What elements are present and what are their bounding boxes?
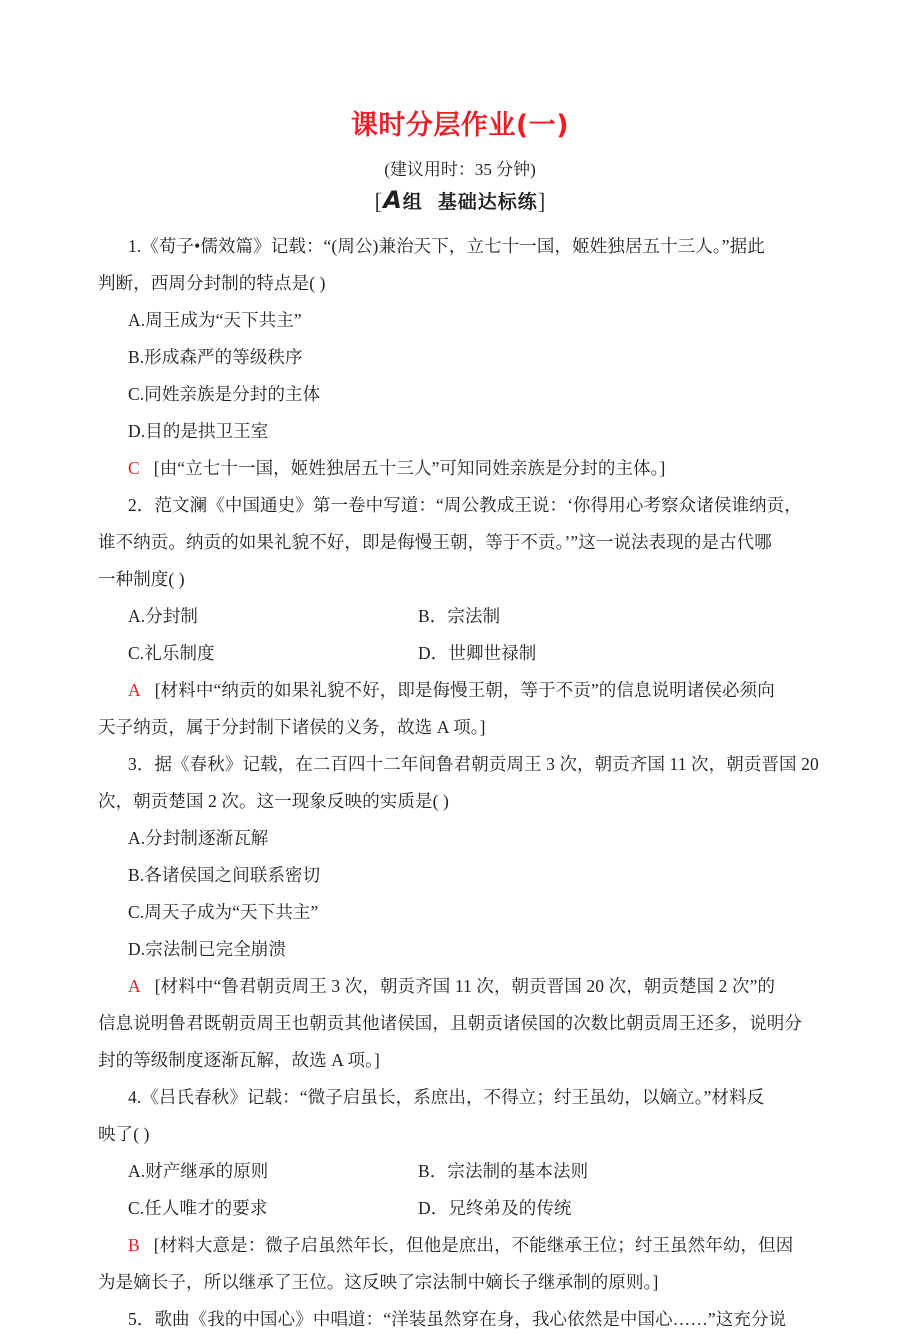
question-2-answer-explanation-line-2: 天子纳贡，属于分封制下诸侯的义务，故选 A 项。]	[98, 717, 486, 737]
question-1-option-b[interactable]: B.形成森严的等级秩序	[128, 347, 303, 367]
question-1-answer-letter: C	[128, 458, 140, 478]
question-3-option-a[interactable]: A.分封制逐渐瓦解	[128, 828, 269, 848]
question-3-option-b[interactable]: B.各诸侯国之间联系密切	[128, 865, 321, 885]
page-title: 课时分层作业(一)	[350, 110, 570, 141]
question-4-stem-line-1: 4.《吕氏春秋》记载：“微子启虽长，系庶出，不得立；纣王虽幼，以嫡立。”材料反	[128, 1087, 765, 1107]
question-3-answer	[98, 968, 798, 1005]
section-group-name: 基础达标练	[437, 191, 538, 213]
section-close-bracket: ]	[537, 189, 546, 214]
question-4-options-row-2	[98, 1190, 798, 1227]
question-3-answer-explanation-line-3: 封的等级制度逐渐瓦解，故选 A 项。]	[98, 1050, 380, 1070]
question-2-stem-line-3: 一种制度( )	[98, 569, 185, 589]
question-1-stem-line-1: 1.《荀子•儒效篇》记载：“(周公)兼治天下，立七十一国，姬姓独居五十三人。”据此	[128, 236, 765, 256]
question-2-answer-letter: A	[128, 680, 141, 700]
question-4-option-c[interactable]: C.任人唯才的要求	[128, 1198, 268, 1218]
section-group-letter: A	[383, 186, 402, 214]
question-5-stem-line-1: 5．歌曲《我的中国心》中唱道：“洋装虽然穿在身，我心依然是中国心……”这充分说	[128, 1309, 787, 1329]
section-open-bracket: [	[374, 189, 383, 214]
question-3-stem-line-1: 3．据《春秋》记载，在二百四十二年间鲁君朝贡周王 3 次，朝贡齐国 11 次，朝贡晋国 20	[128, 754, 819, 774]
question-2-answer-explanation-line-1: [材料中“纳贡的如果礼貌不好，即是侮慢王朝，等于不贡”的信息说明诸侯必须向	[154, 680, 775, 700]
question-2-option-b[interactable]: B．宗法制	[418, 606, 501, 626]
question-1-option-c[interactable]: C.同姓亲族是分封的主体	[128, 384, 321, 404]
question-2-option-a[interactable]: A.分封制	[128, 606, 199, 626]
question-4-option-b[interactable]: B．宗法制的基本法则	[418, 1161, 589, 1181]
question-4-stem-line-2: 映了( )	[98, 1124, 150, 1144]
suggested-time-note: (建议用时：35 分钟)	[384, 160, 536, 179]
question-2-stem-line-1: 2．范文澜《中国通史》第一卷中写道：“周公教成王说：‘你得用心考察众诸侯谁纳贡，	[128, 495, 802, 515]
question-4-option-a[interactable]: A.财产继承的原则	[128, 1161, 269, 1181]
question-2-option-d[interactable]: D．世卿世禄制	[418, 643, 537, 663]
question-3-option-d[interactable]: D.宗法制已完全崩溃	[128, 939, 287, 959]
question-4-answer	[98, 1227, 798, 1264]
question-3-option-c[interactable]: C.周天子成为“天下共主”	[128, 902, 319, 922]
question-2-options-row-2	[98, 635, 798, 672]
question-2-answer	[98, 672, 798, 709]
question-4-options-row-1	[98, 1153, 798, 1190]
question-2-options-row-1	[98, 598, 798, 635]
question-2-stem-line-2: 谁不纳贡。纳贡的如果礼貌不好，即是侮慢王朝，等于不贡。’”这一说法表现的是古代哪	[98, 532, 772, 552]
section-group-word: 组	[402, 191, 422, 213]
question-body	[98, 228, 819, 1338]
question-1-stem-line-2: 判断，西周分封制的特点是( )	[98, 273, 326, 293]
question-3-answer-letter: A	[128, 976, 141, 996]
question-3-answer-explanation-line-2: 信息说明鲁君既朝贡周王也朝贡其他诸侯国，且朝贡诸侯国的次数比朝贡周王还多，说明分	[98, 1013, 802, 1033]
question-1-answer-explanation: [由“立七十一国，姬姓独居五十三人”可知同姓亲族是分封的主体。]	[153, 458, 666, 478]
question-2-option-c[interactable]: C.礼乐制度	[128, 643, 215, 663]
question-1-option-a[interactable]: A.周王成为“天下共主”	[128, 310, 302, 330]
question-4-option-d[interactable]: D．兄终弟及的传统	[418, 1198, 572, 1218]
question-4-answer-letter: B	[128, 1235, 140, 1255]
question-1-answer	[98, 450, 798, 487]
question-1-option-d[interactable]: D.目的是拱卫王室	[128, 421, 269, 441]
question-3-answer-explanation-line-1: [材料中“鲁君朝贡周王 3 次，朝贡齐国 11 次，朝贡晋国 20 次，朝贡楚国 2 次”的	[154, 976, 776, 996]
question-3-stem-line-2: 次，朝贡楚国 2 次。这一现象反映的实质是( )	[98, 791, 449, 811]
question-4-answer-explanation-line-2: 为是嫡长子，所以继承了王位。这反映了宗法制中嫡长子继承制的原则。]	[98, 1272, 659, 1292]
question-4-answer-explanation-line-1: [材料大意是：微子启虽然年长，但他是庶出，不能继承王位；纣王虽然年幼，但因	[153, 1235, 794, 1255]
section-header-group-a	[0, 186, 920, 215]
